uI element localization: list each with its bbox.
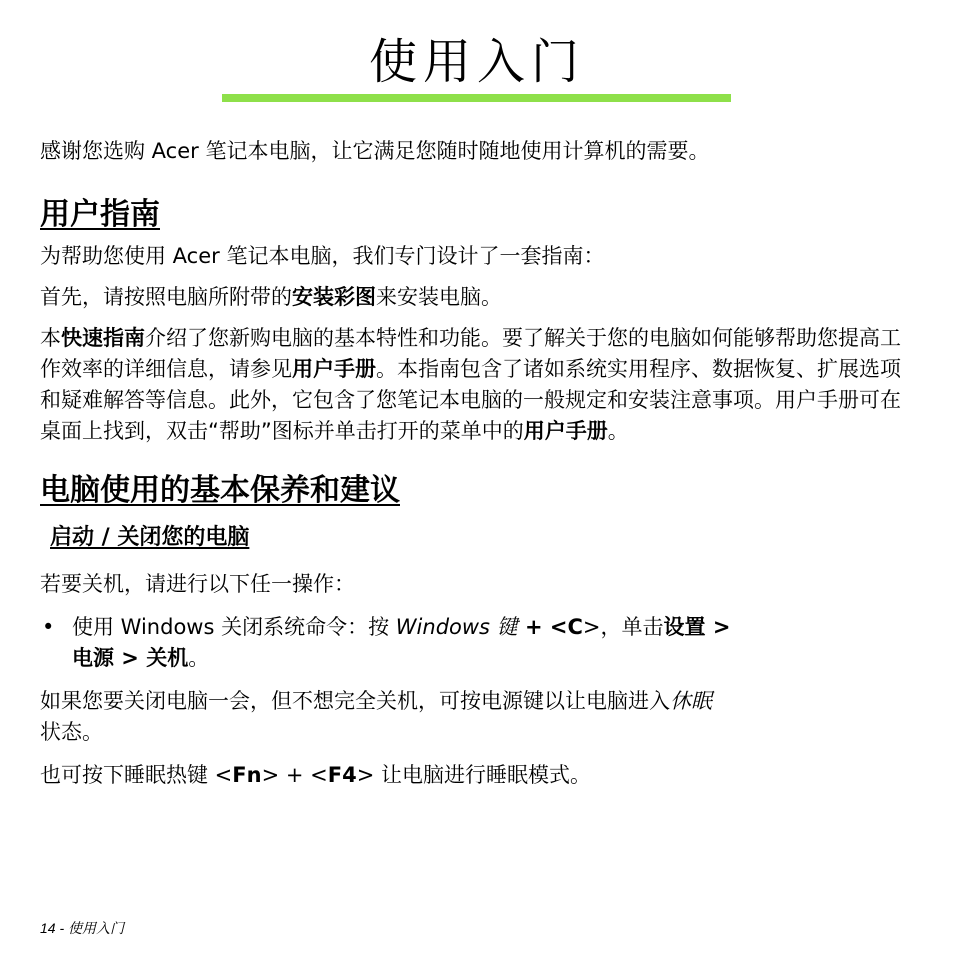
shutdown-intro-paragraph: 若要关机，请进行以下任一操作：: [40, 572, 355, 596]
section-heading-user-guide: 用户指南: [40, 197, 160, 232]
section-heading-care-tips: 电脑使用的基本保养和建议: [40, 473, 400, 508]
user-manual-term: 用户手册: [292, 357, 376, 381]
bullet-icon: •: [42, 615, 55, 639]
sleep-hotkey-paragraph: 也可按下睡眠热键 <Fn> + <F4> 让电脑进行睡眠模式。: [40, 763, 591, 787]
guide-intro-paragraph: 为帮助您使用 Acer 笔记本电脑，我们专门设计了一套指南：: [40, 244, 605, 268]
setup-paragraph: 首先，请按照电脑所附带的安装彩图来安装电脑。: [40, 285, 502, 309]
setup-poster-link: 安装彩图: [292, 285, 376, 309]
quick-guide-term: 快速指南: [61, 326, 145, 350]
user-manual-term-2: 用户手册: [523, 419, 608, 443]
document-body: [40, 136, 916, 791]
subheading-power-on-off: 启动 / 关闭您的电脑: [50, 525, 250, 550]
title-underline-bar: [222, 94, 731, 102]
list-item-windows-shutdown: [40, 612, 916, 674]
bullet-text: 使用 Windows 关闭系统命令：按 Windows 键 + <C>，单击设置 > 电源 > 关机。: [72, 615, 731, 670]
intro-paragraph: 感谢您选购 Acer 笔记本电脑，让它满足您随时随地使用计算机的需要。: [40, 139, 710, 163]
quick-guide-paragraph: 本快速指南介绍了您新购电脑的基本特性和功能。要了解关于您的电脑如何能够帮助您提高工作效率的详细信息，请参见用户手册。本指南包含了诸如系统实用程序、数据恢复、扩展选项和疑难解答等信息。此外，它包含了您笔记本电脑的一般规定和安装注意事项。用户手册可在桌面上找到，双击“帮助”图标并单击打开的菜单中的用户手册。: [40, 326, 901, 443]
page-title: 使用入门: [368, 34, 585, 90]
hibernate-paragraph: 如果您要关闭电脑一会，但不想完全关机，可按电源键以让电脑进入休眠 状态。: [40, 689, 712, 744]
page-footer: 14 - 使用入门: [40, 920, 125, 936]
